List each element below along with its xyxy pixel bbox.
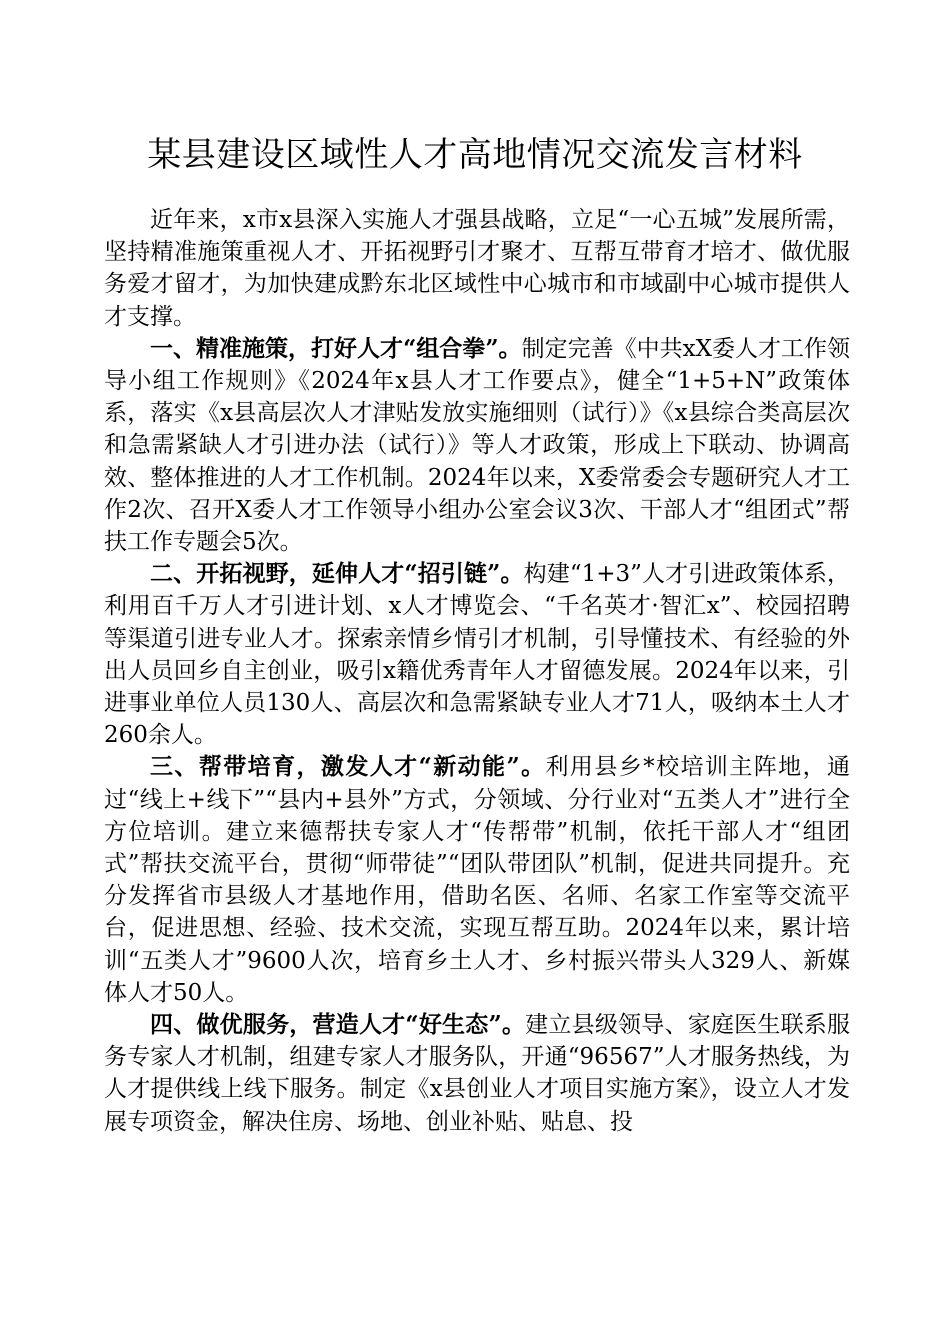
intro-paragraph (104, 204, 850, 333)
section-4-text: 建立县级领导、家庭医生联系服务专家人才机制，组建专家人才服务队，开通“96567”人才服务热线，为人才提供线上线下服务。制定《x县创业人才项目实施方案》，设立人才发展专项资金，解决住房、场地、创业补贴、贴息、投 (104, 1012, 851, 1135)
document-body (104, 204, 850, 1138)
section-1-heading: 一、精准施策，打好人才“组合拳”。 (150, 334, 522, 362)
section-4-heading: 四、做优服务，营造人才“好生态”。 (150, 1011, 526, 1039)
section-1-paragraph (104, 333, 850, 558)
section-1-text: 制定完善《中共xX委人才工作领导小组工作规则》《2024年x县人才工作要点》，健全“1+5+N”政策体系，落实《x县高层次人才津贴发放实施细则（试行）》《x县综合类高层次和急需紧缺人才引进办法（试行）》等人才政策，形成上下联动、协调高效、整体推进的人才工作机制。2024年以来，X委常委会专题研究人才工作2次、召开X委人才工作领导小组办公室会议3次、干部人才“组团式”帮扶工作专题会5次。 (104, 335, 850, 556)
section-2-text: 构建“1+3”人才引进政策体系，利用百千万人才引进计划、x人才博览会、“千名英才·智汇x”、校园招聘等渠道引进专业人才。探索亲情乡情引才机制，引导懂技术、有经验的外出人员回乡自主创业，吸引x籍优秀青年人才留德发展。2024年以来，引进事业单位人员130人、高层次和急需紧缺专业人才71人，吸纳本土人才260余人。 (104, 561, 850, 749)
section-2-heading: 二、开拓视野，延伸人才“招引链”。 (150, 560, 524, 588)
section-2-paragraph (104, 558, 850, 751)
section-4-paragraph (104, 1009, 850, 1138)
section-3-paragraph (104, 751, 850, 1009)
section-3-heading: 三、帮带培育，激发人才“新动能”。 (150, 753, 546, 781)
section-3-text: 利用县乡*校培训主阵地，通过“线上+线下”“县内+县外”方式，分领域、分行业对“五类人才”进行全方位培训。建立来德帮扶专家人才“传帮带”机制，依托干部人才“组团式”帮扶交流平台，贯彻“师带徒”“团队带团队”机制，促进共同提升。充分发挥省市县级人才基地作用，借助名医、名师、名家工作室等交流平台，促进思想、经验、技术交流，实现互帮互助。2024年以来，累计培训“五类人才”9600人次，培育乡土人才、乡村振兴带头人329人、新媒体人才50人。 (104, 754, 850, 1006)
page-title: 某县建设区域性人才高地情况交流发言材料 (147, 135, 803, 175)
intro-text: 近年来，x市x县深入实施人才强县战略，立足“一心五城”发展所需，坚持精准施策重视人才、开拓视野引才聚才、互帮互带育才培才、做优服务爱才留才，为加快建成黔东北区域性中心城市和市域副中心城市提供人才支撑。 (104, 207, 850, 330)
